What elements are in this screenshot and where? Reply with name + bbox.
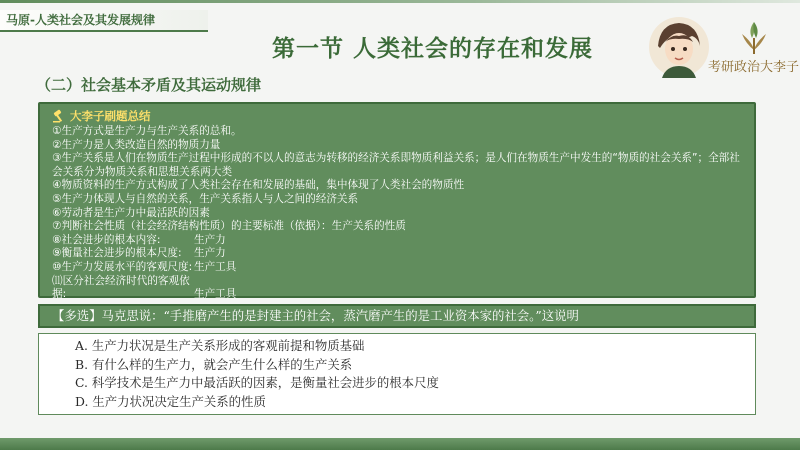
summary-pair-item — [52, 261, 744, 275]
summary-item: ②生产力是人类改造自然的物质力量 — [52, 138, 221, 151]
page-title: 第一节 人类社会的存在和发展 — [272, 36, 594, 62]
brand-text: 考研政治大李子 — [708, 60, 800, 75]
summary-item: ⑦判断社会性质（社会经济结构性质）的主要标准（依据）：生产关系的性质 — [52, 220, 406, 233]
summary-pair-value: 生产力 — [194, 247, 226, 260]
bottom-bar — [0, 438, 800, 450]
summary-pair-item — [52, 247, 744, 261]
summary-pair-value: 生产力 — [194, 233, 226, 246]
option-d[interactable]: D. 生产力状况决定生产关系的性质 — [75, 393, 266, 409]
option-b[interactable]: B. 有什么样的生产力，就会产生什么样的生产关系 — [75, 356, 353, 372]
summary-heading-row — [52, 107, 744, 125]
summary-pair-value: 生产工具 — [194, 288, 237, 301]
option-c[interactable]: C. 科学技术是生产力中最活跃的因素，是衡量社会进步的根本尺度 — [75, 375, 439, 391]
summary-pair-label: ⑾区分社会经济时代的客观依据: — [52, 274, 190, 301]
summary-pair-item — [52, 234, 744, 248]
options-box — [38, 333, 756, 415]
summary-pair-label: ⑨衡量社会进步的根本尺度: — [52, 247, 182, 260]
top-accent-line — [0, 0, 800, 3]
summary-box — [38, 102, 756, 301]
summary-heading: 大李子刷题总结 — [70, 109, 151, 123]
summary-pair-label: ⑧社会进步的根本内容: — [52, 233, 161, 246]
summary-pair-label: ⑩生产力发展水平的客观尺度: — [52, 260, 193, 273]
brand-logo — [712, 16, 796, 86]
summary-item: ⑤生产力体现人与自然的关系，生产关系指人与人之间的经济关系 — [52, 192, 359, 205]
summary-item: ⑥劳动者是生产力中最活跃的因素 — [52, 206, 210, 219]
summary-item: ④物质资料的生产方式构成了人类社会存在和发展的基础，集中体现了人类社会的物质性 — [52, 179, 465, 192]
summary-pair-item — [52, 275, 744, 302]
teacher-avatar — [648, 16, 710, 78]
question-stem: 【多选】马克思说：“手推磨产生的是封建主的社会，蒸汽磨产生的是工业资本家的社会。”这说明 — [38, 304, 756, 328]
course-tag: 马原-人类社会及其发展规律 — [0, 10, 208, 32]
gavel-icon — [52, 109, 66, 123]
section-heading: （二）社会基本矛盾及其运动规律 — [36, 76, 262, 94]
summary-item: ③生产关系是人们在物质生产过程中形成的不以人的意志为转移的经济关系即物质利益关系；是人们在物质生产中发生的“物质的社会关系”；全部社会关系分为物质关系和思想关系两大类 — [52, 152, 740, 178]
option-a[interactable]: A. 生产力状况是生产关系形成的客观前提和物质基础 — [75, 338, 365, 353]
summary-pair-value: 生产工具 — [194, 260, 237, 273]
summary-item: ①生产方式是生产力与生产关系的总和。 — [52, 125, 242, 137]
summary-list — [52, 125, 744, 302]
